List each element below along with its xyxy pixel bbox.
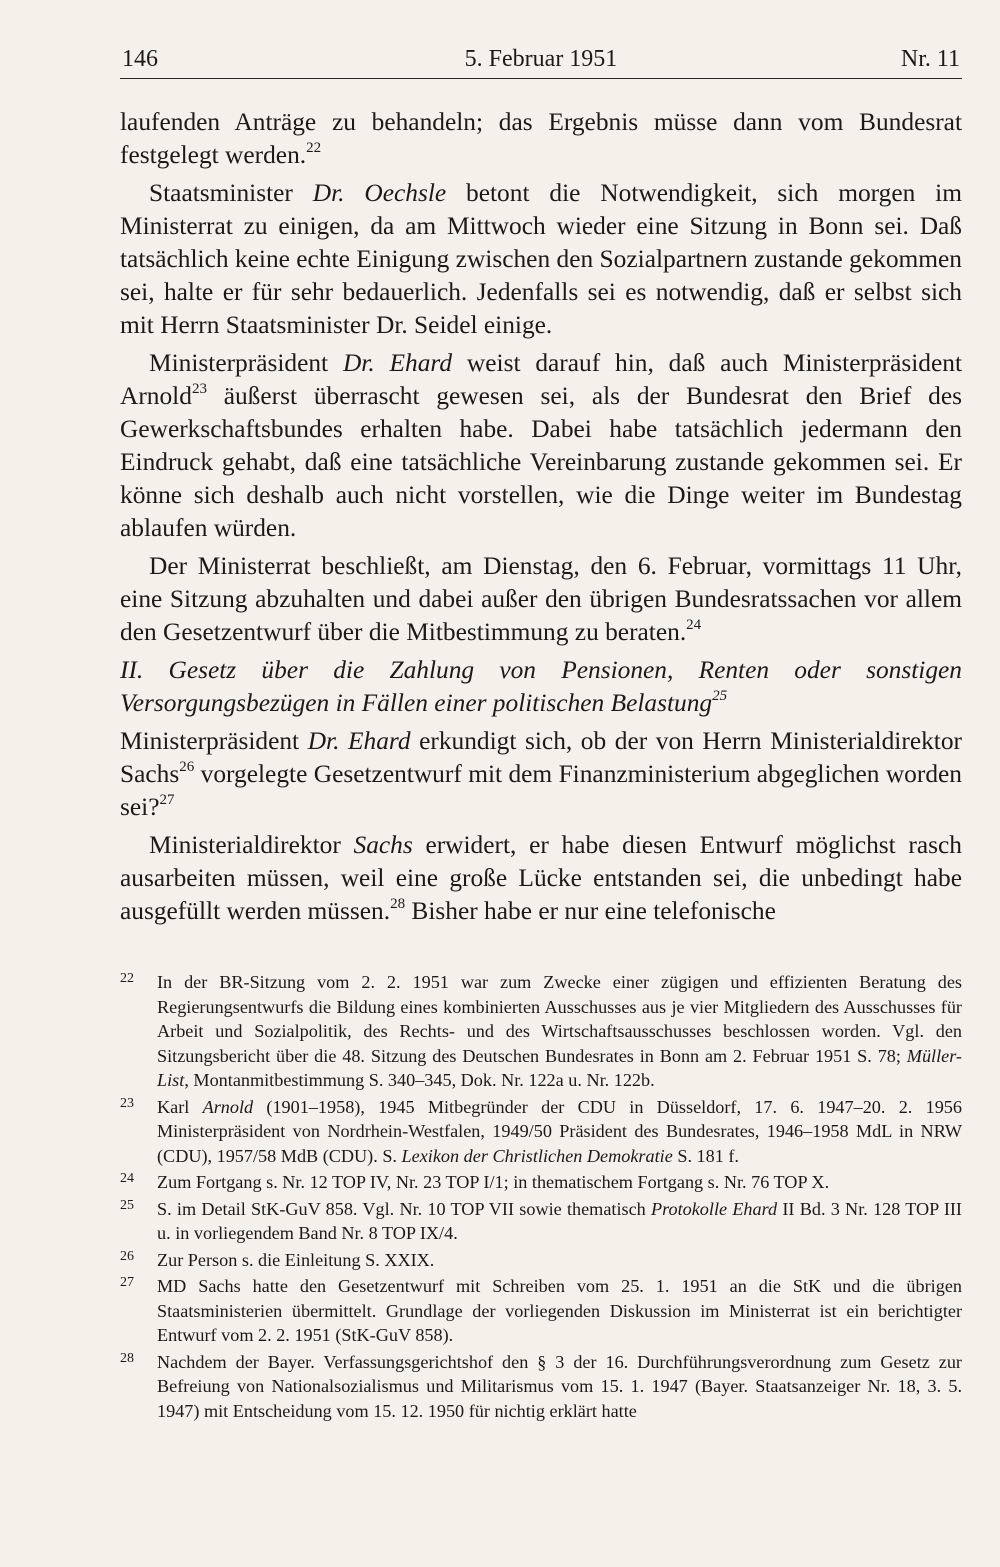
footnote-ref-27: 27: [159, 791, 175, 808]
paragraph-6-text-cont: Bisher habe er nur eine telefonische: [405, 897, 776, 925]
footnote-text: S. im Detail StK-GuV 858. Vgl. Nr. 10 TOP VII sowie thematisch: [157, 1198, 651, 1219]
footnote-number: 28: [120, 1350, 134, 1366]
running-head: [120, 42, 962, 79]
paragraph-ehard-1: [120, 347, 962, 545]
paragraph-1: [120, 106, 962, 172]
speaker-name: Dr. Oechsle: [312, 179, 447, 207]
footnote-text: Zum Fortgang s. Nr. 12 TOP IV, Nr. 23 TOP I/1; in thematischem Fortgang s. Nr. 76 TOP X.: [157, 1172, 830, 1192]
section-heading: [120, 654, 962, 720]
footnote-number: 23: [120, 1095, 134, 1111]
footnote-number: 24: [120, 1171, 134, 1186]
paragraph-3-text-cont: äußerst überrascht gewesen sei, als der Bundesrat den Brief des Gewerkschaftsbundes erhalten habe. Dabei habe tatsächlich jedermann den Eindruck gehabt, daß eine tatsächliche Vereinbarung zustande gekommen sei. Er könne sich deshalb auch nicht vorstellen, wie die Dinge weiter im Bundestag ablaufen würden.: [120, 382, 962, 542]
footnote-ref-23: 23: [191, 380, 207, 397]
paragraph-6-lead: Ministerialdirektor: [149, 831, 354, 859]
footnote-number: 22: [120, 971, 134, 986]
footnote-text: Nachdem der Bayer. Verfassungsgerichtshof den § 3 der 16. Durchführungsverordnung zum Gesetz zur Befreiung von Nationalsozialismus und Militarismus vom 15. 1. 1947 (Bayer. Staatsanzeiger Nr. 18, 3. 5. 1947) mit Entscheidung vom 15. 12. 1950 für nichtig erklärt hatte: [157, 1351, 962, 1421]
footnote-italic: Lexikon der Christlichen Demokratie: [401, 1145, 673, 1166]
footnote-ref-26: 26: [179, 758, 195, 775]
footnote-24: [120, 1170, 962, 1195]
footnote-text: Karl: [157, 1096, 203, 1117]
paragraph-2-lead: Staatsminister: [149, 179, 313, 207]
footnote-text: , Montanmitbestimmung S. 340–345, Dok. Nr. 122a u. Nr. 122b.: [184, 1070, 655, 1090]
footnote-italic: Arnold: [202, 1096, 254, 1117]
footnote-number: 26: [120, 1248, 134, 1264]
footnote-text: In der BR-Sitzung vom 2. 2. 1951 war zum Zwecke einer zügigen und effizienten Beratung des Regierungsentwurfs die Bildung eines kombinierten Ausschusses aus je vier Mitgliedern des Ausschusses für Arbeit und Sozialpolitik, des Rechts- und des Wirtschaftsausschusses beschlossen worden. Vgl. den Sitzungsbericht über die 48. Sitzung des Deutschen Bundesrates in Bonn am 2. Februar 1951 S. 78;: [157, 972, 962, 1066]
footnote-25: [120, 1197, 962, 1246]
paragraph-decision: [120, 550, 962, 649]
footnote-23: [120, 1095, 962, 1169]
paragraph-oechsle: [120, 177, 962, 342]
footnote-27: [120, 1274, 962, 1348]
footnote-text: II Bd. 3 Nr. 128 TOP III u. in vorliegendem Band Nr. 8 TOP IX/4.: [157, 1198, 962, 1243]
footnote-ref-24: 24: [686, 616, 702, 633]
footnote-number: 25: [120, 1197, 134, 1213]
header-date: 5. Februar 1951: [464, 46, 618, 72]
document-number: Nr. 11: [900, 46, 960, 72]
footnote-28: [120, 1350, 962, 1424]
footnote-text: Zur Person s. die Einleitung S. XXIX.: [157, 1249, 435, 1270]
paragraph-1-text: laufenden Anträge zu behandeln; das Ergebnis müsse dann vom Bundesrat festgelegt werden.: [120, 108, 962, 169]
paragraph-5-text: erkundigt sich, ob der von Herrn Ministerialdirektor Sachs: [120, 727, 962, 788]
footnotes: [120, 970, 962, 1425]
footnote-ref-28: 28: [390, 895, 406, 912]
page-number: 146: [122, 46, 158, 72]
paragraph-2-text: betont die Notwendigkeit, sich morgen im Ministerrat zu einigen, da am Mittwoch wieder eine Sitzung in Bonn sei. Daß tatsächlich keine echte Einigung zwischen den Sozialpartnern zustande gekommen sei, halte er für sehr bedauerlich. Jedenfalls sei es notwendig, daß er selbst sich mit Herrn Staatsminister Dr. Seidel einige.: [120, 179, 962, 339]
paragraph-5-text-cont: vorgelegte Gesetzentwurf mit dem Finanzministerium abgeglichen worden sei?: [120, 760, 962, 821]
footnote-text: (1901–1958), 1945 Mitbegründer der CDU in Düsseldorf, 17. 6. 1947–20. 2. 1956 Ministerpräsident von Nordrhein-Westfalen, 1949/50 Präsident des Bundesrates, 1946–1958 MdL in NRW (CDU), 1957/58 MdB (CDU). S.: [157, 1096, 962, 1166]
main-text: [120, 106, 962, 933]
speaker-name: Sachs: [353, 831, 413, 859]
footnote-26: [120, 1248, 962, 1273]
section-heading-text: II. Gesetz über die Zahlung von Pensionen, Renten oder sonstigen Versorgungsbezügen in Fällen einer politischen Belastung: [120, 656, 962, 717]
paragraph-sachs: [120, 829, 962, 928]
paragraph-4-text: Der Ministerrat beschließt, am Dienstag, den 6. Februar, vormittags 11 Uhr, eine Sitzung abzuhalten und dabei außer den übrigen Bundesratssachen vor allem den Gesetzentwurf über die Mitbestimmung zu beraten.: [120, 552, 962, 646]
speaker-name: Dr. Ehard: [342, 349, 453, 377]
speaker-name: Dr. Ehard: [307, 727, 411, 755]
paragraph-3-lead: Ministerpräsident: [149, 349, 343, 377]
footnote-number: 27: [120, 1275, 134, 1290]
footnote-italic: Müller-List: [157, 1045, 962, 1090]
footnote-22: [120, 970, 962, 1093]
footnote-text: MD Sachs hatte den Gesetzentwurf mit Schreiben vom 25. 1. 1951 an die StK und die übrigen Staatsministerien übermittelt. Grundlage der vorliegenden Diskussion im Ministerrat ist ein berichtigter Entwurf vom 2. 2. 1951 (StK-GuV 858).: [157, 1276, 962, 1345]
paragraph-ehard-2: [120, 725, 962, 824]
footnote-ref-22: 22: [306, 139, 322, 156]
paragraph-5-lead: Ministerpräsident: [120, 727, 308, 755]
footnote-italic: Protokolle Ehard: [650, 1198, 778, 1219]
paragraph-6-text: erwidert, er habe diesen Entwurf möglichst rasch ausarbeiten müssen, weil eine große Lücke entstanden sei, die unbedingt habe ausgefüllt werden müssen.: [120, 831, 962, 925]
paragraph-3-text: weist darauf hin, daß auch Ministerpräsident Arnold: [120, 349, 962, 410]
footnote-ref-25: 25: [712, 687, 728, 704]
footnote-text: S. 181 f.: [672, 1145, 739, 1166]
